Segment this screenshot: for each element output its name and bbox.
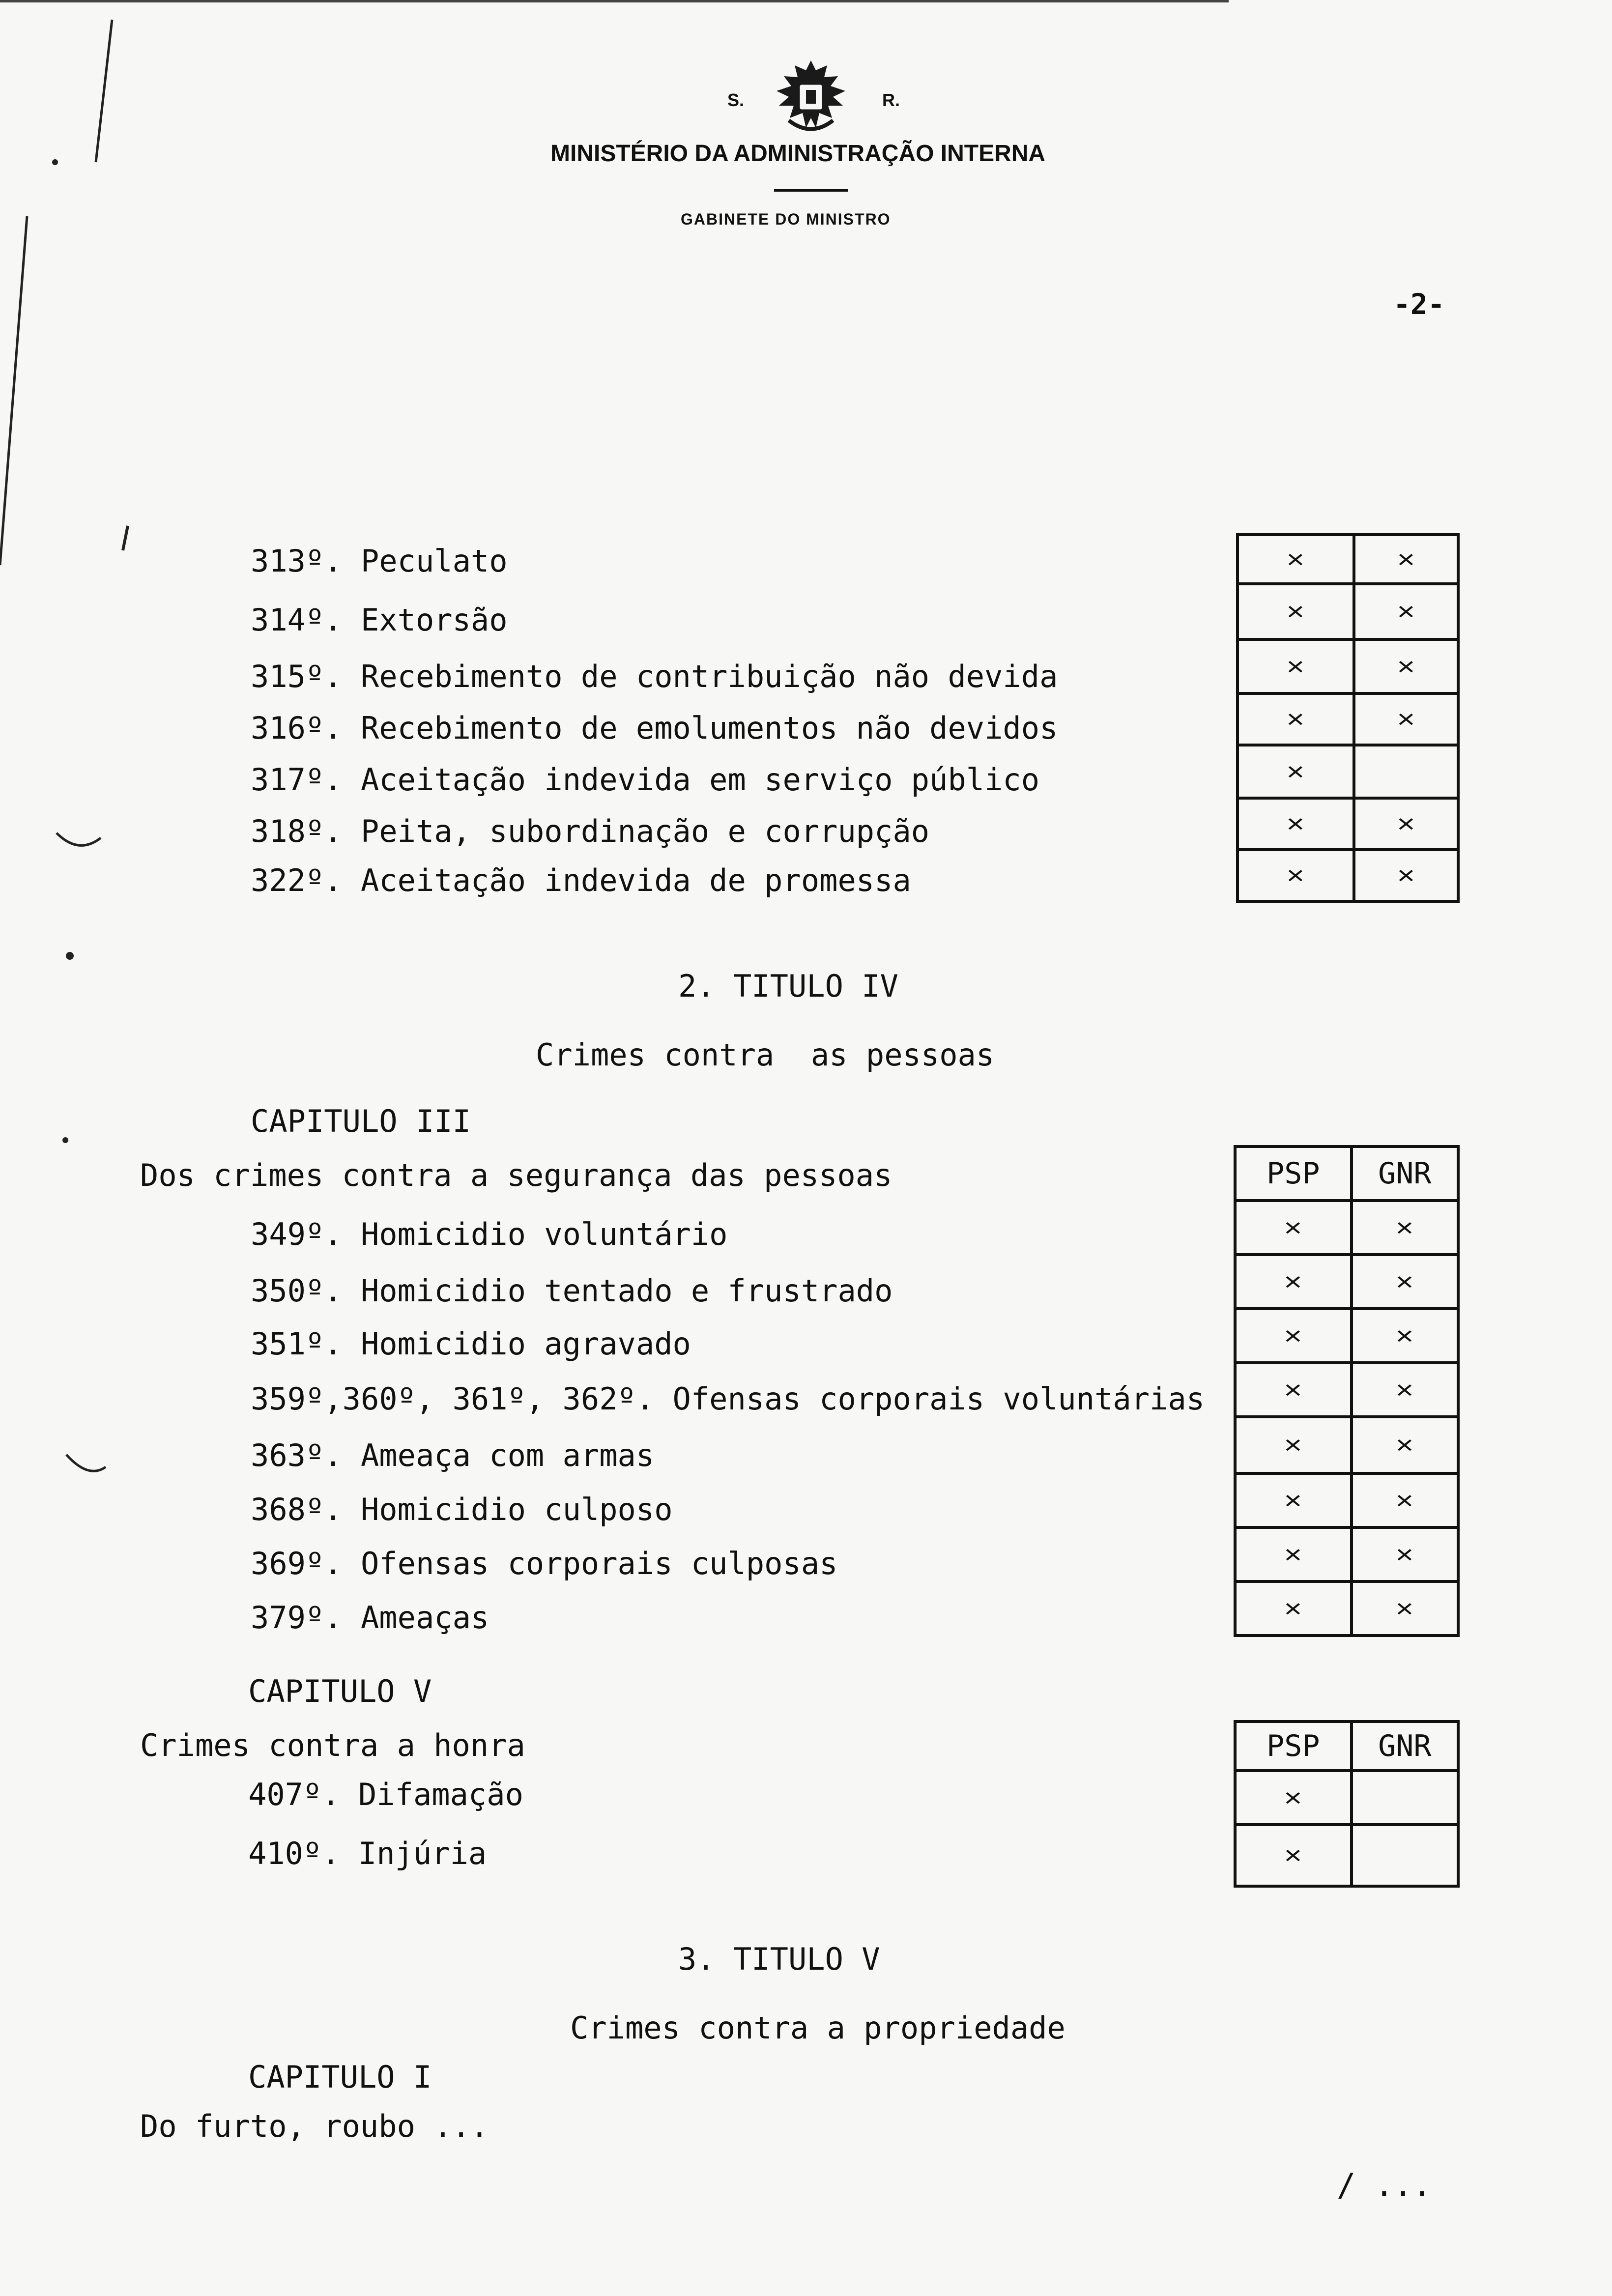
gnr-cell: × — [1352, 1417, 1458, 1473]
column-header-psp: PSP — [1235, 1722, 1352, 1771]
gnr-cell: × — [1352, 1255, 1458, 1309]
article-title: Ameaça com armas — [360, 1437, 655, 1473]
list-item — [251, 1216, 728, 1252]
article-number: 363º. — [251, 1437, 343, 1473]
gnr-cell: × — [1352, 1201, 1458, 1255]
article-number: 322º. — [251, 862, 343, 898]
article-number: 407º. — [248, 1777, 340, 1812]
article-number: 350º. — [251, 1273, 343, 1309]
article-number: 314º. — [251, 602, 343, 638]
section2-heading: 2. TITULO IV — [678, 968, 898, 1004]
article-title: Homicidio culposo — [360, 1492, 673, 1527]
gnr-cell: × — [1352, 1309, 1458, 1363]
section3-subheading: Crimes contra a propriedade — [570, 2010, 1065, 2046]
gnr-cell: × — [1352, 1527, 1458, 1581]
chapter1-subtitle: Do furto, roubo ... — [140, 2108, 489, 2144]
article-title: Homicidio agravado — [360, 1326, 691, 1362]
column-header-gnr: GNR — [1352, 1147, 1458, 1201]
gnr-cell: × — [1354, 535, 1458, 584]
article-title: Recebimento de emolumentos não devidos — [360, 710, 1058, 746]
article-title: Ofensas corporais culposas — [360, 1546, 838, 1581]
letterhead-divider — [774, 189, 848, 192]
list-item — [251, 1492, 673, 1527]
article-number: 351º. — [251, 1326, 343, 1362]
article-number: 318º. — [251, 813, 343, 849]
psp-cell: × — [1235, 1581, 1352, 1636]
list-item — [251, 543, 508, 579]
article-number: 379º. — [251, 1600, 343, 1636]
article-number: 317º. — [251, 762, 343, 798]
list-item — [251, 762, 1039, 798]
article-number: 368º. — [251, 1492, 343, 1527]
psp-cell: × — [1235, 1255, 1352, 1309]
psp-cell: × — [1238, 850, 1354, 901]
article-number: 315º. — [251, 659, 343, 694]
column-header-psp: PSP — [1235, 1147, 1352, 1201]
list-item — [251, 659, 1058, 694]
article-number: 316º. — [251, 710, 343, 746]
article-number: 313º. — [251, 543, 343, 579]
psp-cell: × — [1238, 584, 1354, 639]
article-title: Homicidio tentado e frustrado — [360, 1273, 893, 1309]
chapter5-table — [1234, 1720, 1460, 1888]
gnr-cell: × — [1352, 1581, 1458, 1636]
office-name: GABINETE DO MINISTRO — [681, 210, 891, 228]
ministry-name: MINISTÉRIO DA ADMINISTRAÇÃO INTERNA — [550, 141, 1046, 167]
article-title: Aceitação indevida de promessa — [360, 862, 911, 898]
page-number: -2- — [1393, 287, 1445, 321]
list-item — [251, 862, 911, 898]
column-header-gnr: GNR — [1352, 1722, 1458, 1771]
letterhead-right-letter: R. — [882, 90, 900, 110]
article-number: 359º,360º, 361º, 362º. — [251, 1381, 655, 1417]
list-item — [251, 1546, 837, 1581]
article-title: Recebimento de contribuição não devida — [360, 659, 1058, 694]
chapter3-subtitle: Dos crimes contra a segurança das pessoas — [140, 1157, 892, 1193]
continuation-mark: / ... — [1337, 2167, 1432, 2204]
psp-cell: × — [1235, 1825, 1352, 1886]
article-title: Ofensas corporais voluntárias — [672, 1381, 1205, 1417]
psp-cell: × — [1238, 535, 1354, 584]
article-title: Ameaças — [360, 1600, 489, 1636]
chapter5-title: CAPITULO V — [248, 1673, 432, 1709]
list-item — [251, 602, 508, 638]
article-title: Aceitação indevida em serviço público — [360, 762, 1040, 798]
gnr-cell — [1352, 1771, 1458, 1825]
section3-heading: 3. TITULO V — [678, 1941, 880, 1977]
scan-edge-marks — [0, 0, 157, 1523]
scan-top-line — [0, 0, 1229, 2]
letterhead-left-letter: S. — [727, 90, 745, 110]
list-item — [248, 1836, 487, 1871]
chapter5-subtitle: Crimes contra a honra — [140, 1727, 525, 1763]
article-title: Homicidio voluntário — [360, 1216, 728, 1252]
chapter1-title: CAPITULO I — [248, 2059, 432, 2095]
chapter3-table — [1234, 1145, 1460, 1637]
psp-cell: × — [1235, 1527, 1352, 1581]
list-item — [251, 1273, 892, 1309]
gnr-cell: × — [1354, 584, 1458, 639]
gnr-cell: × — [1354, 693, 1458, 745]
list-item — [251, 1381, 1205, 1417]
article-title: Injúria — [358, 1836, 487, 1871]
chapter3-title: CAPITULO III — [251, 1103, 471, 1139]
coat-of-arms-icon — [764, 57, 858, 138]
psp-cell: × — [1235, 1309, 1352, 1363]
article-title: Peita, subordinação e corrupção — [360, 813, 930, 849]
psp-cell: × — [1238, 639, 1354, 693]
article-number: 349º. — [251, 1216, 343, 1252]
gnr-cell — [1354, 745, 1458, 798]
gnr-cell: × — [1352, 1363, 1458, 1417]
gnr-cell: × — [1354, 850, 1458, 901]
list-item — [251, 1437, 654, 1473]
article-title: Difamação — [358, 1777, 523, 1812]
gnr-cell: × — [1354, 798, 1458, 850]
gnr-cell: × — [1354, 639, 1458, 693]
list-item — [251, 1600, 489, 1636]
section1-table — [1236, 533, 1460, 903]
psp-cell: × — [1238, 798, 1354, 850]
article-title: Extorsão — [360, 602, 508, 638]
psp-cell: × — [1235, 1473, 1352, 1527]
article-title: Peculato — [360, 543, 508, 579]
psp-cell: × — [1238, 745, 1354, 798]
list-item — [251, 813, 929, 849]
list-item — [251, 710, 1058, 746]
gnr-cell — [1352, 1825, 1458, 1886]
list-item — [248, 1777, 523, 1812]
psp-cell: × — [1235, 1417, 1352, 1473]
psp-cell: × — [1238, 693, 1354, 745]
article-number: 410º. — [248, 1836, 340, 1871]
section2-subheading: Crimes contra as pessoas — [536, 1037, 995, 1073]
gnr-cell: × — [1352, 1473, 1458, 1527]
list-item — [251, 1326, 691, 1362]
psp-cell: × — [1235, 1363, 1352, 1417]
psp-cell: × — [1235, 1201, 1352, 1255]
psp-cell: × — [1235, 1771, 1352, 1825]
article-number: 369º. — [251, 1546, 343, 1581]
